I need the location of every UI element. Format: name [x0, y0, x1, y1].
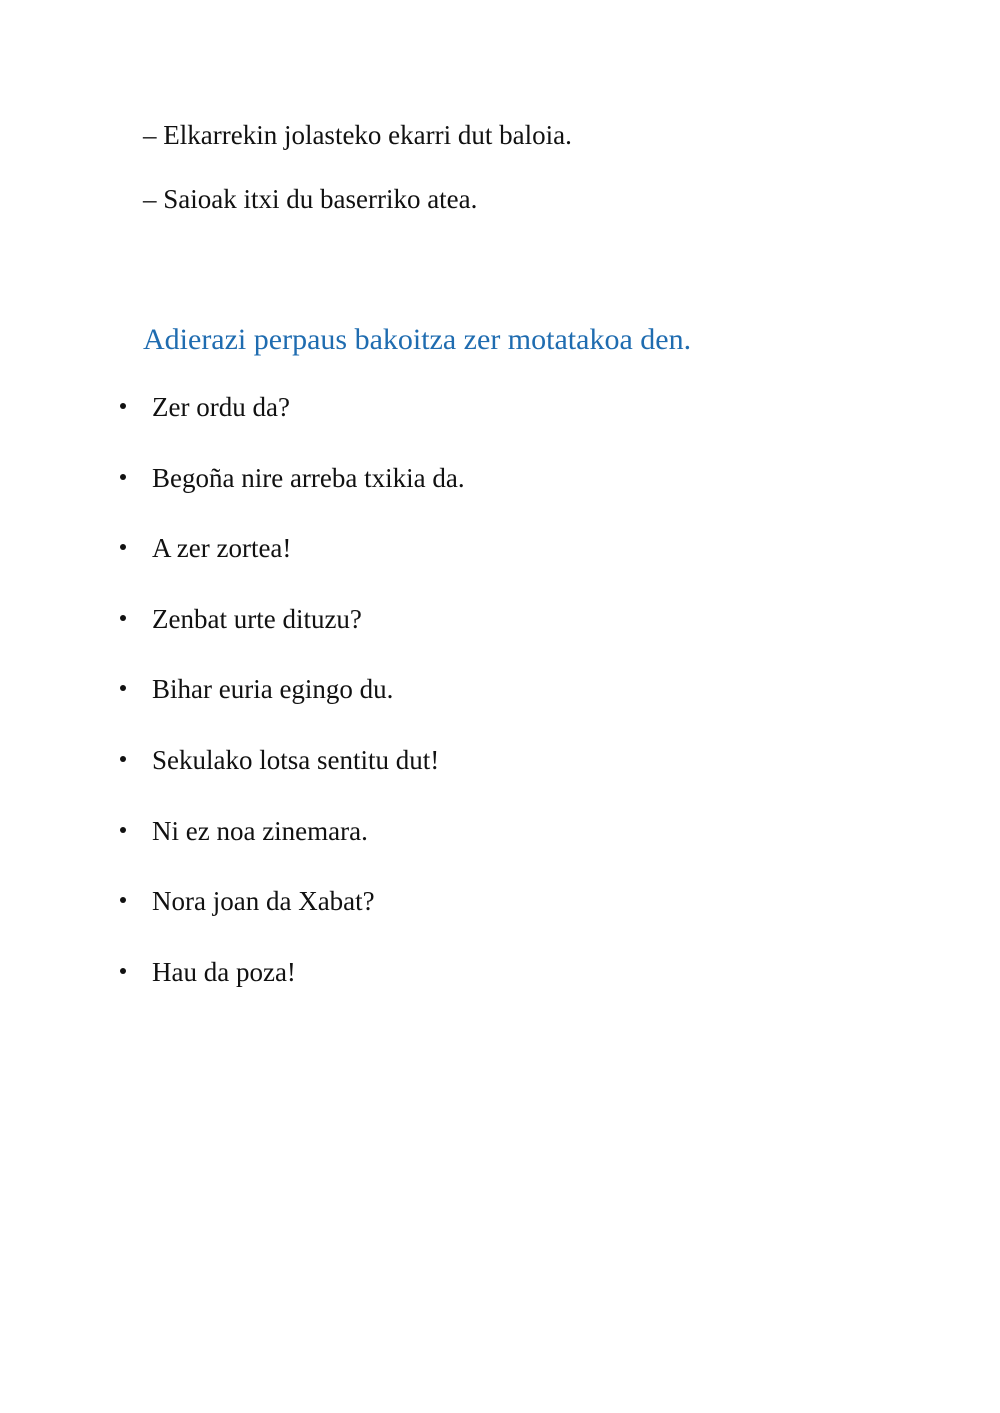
bullet-icon	[120, 897, 126, 903]
bullet-icon	[120, 827, 126, 833]
sentence-text: Zenbat urte dituzu?	[152, 603, 362, 634]
bullet-icon	[120, 968, 126, 974]
sentence-text: Zer ordu da?	[152, 392, 290, 422]
sentence-text: A zer zortea!	[152, 533, 292, 564]
sentence-text: Begoña nire arreba txikia da.	[152, 462, 465, 493]
bullet-icon	[120, 685, 126, 691]
bullet-icon	[120, 756, 126, 762]
bullet-icon	[120, 474, 126, 480]
bullet-icon	[120, 544, 126, 550]
bullet-icon	[120, 615, 126, 621]
sentence-text: Ni ez noa zinemara.	[152, 815, 368, 846]
sentence-text: Hau da poza!	[152, 956, 296, 987]
example-line: – Elkarrekin jolasteko ekarri dut baloia.	[143, 120, 572, 150]
sentence-text: Sekulako lotsa sentitu dut!	[152, 744, 440, 775]
sentence-text: Bihar euria egingo du.	[152, 674, 394, 705]
sentence-text: Nora joan da Xabat?	[152, 886, 375, 917]
exercise-heading: Adierazi perpaus bakoitza zer motatakoa den.	[143, 323, 692, 356]
bullet-icon	[120, 403, 126, 409]
example-line: – Saioak itxi du baserriko atea.	[143, 184, 478, 214]
